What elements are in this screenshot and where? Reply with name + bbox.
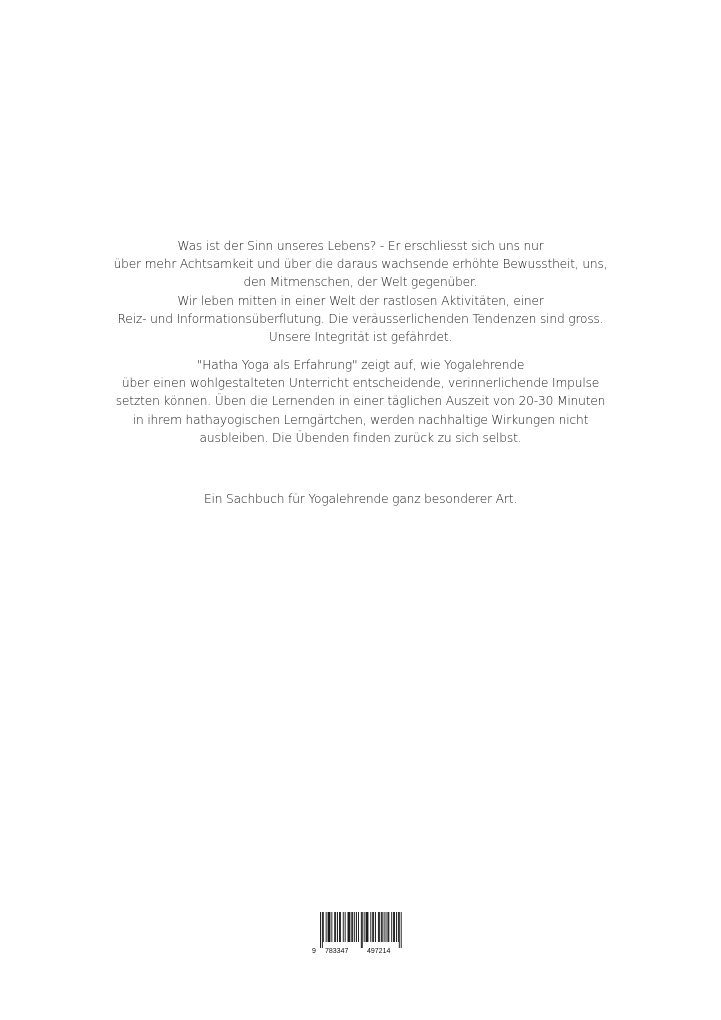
- tagline: [60, 490, 661, 508]
- tagline-text: Ein Sachbuch für Yogalehrende ganz besonderer Art.: [203, 492, 518, 506]
- blurb-line: Wir leben mitten in einer Welt der rastlosen Aktivitäten, einer: [177, 293, 544, 308]
- blurb-line: Reiz- und Informationsüberflutung. Die veräusserlichenden Tendenzen sind gross.: [117, 311, 604, 326]
- blurb-line: über mehr Achtsamkeit und über die daraus wachsende erhöhte Bewusstheit, uns,: [113, 257, 608, 272]
- blurb-line: "Hatha Yoga als Erfahrung" zeigt auf, wie Yogalehrende: [196, 358, 525, 372]
- blurb-line: setzten können. Üben die Lernenden in einer täglichen Auszeit von 20-30 Minuten: [115, 394, 606, 409]
- blurb-line: ausbleiben. Die Übenden finden zurück zu sich selbst.: [199, 430, 522, 445]
- blurb-paragraph-2: [60, 356, 661, 447]
- blurb-paragraph-1: [60, 237, 661, 346]
- barcode-left-group: 783347: [325, 948, 349, 955]
- blurb-line: über einen wohlgestalteten Unterricht entscheidende, verinnerlichende Impulse: [121, 376, 600, 391]
- barcode-right-group: 497214: [367, 948, 391, 955]
- blurb-line: den Mitmenschen, der Welt gegenüber.: [243, 275, 478, 290]
- barcode-first-digit: 9: [312, 948, 316, 955]
- isbn-barcode: [312, 912, 404, 958]
- barcode-bars-icon: [312, 912, 404, 948]
- barcode-digits: [312, 947, 404, 957]
- blurb-line: Was ist der Sinn unseres Lebens? - Er erschliesst sich uns nur: [177, 239, 544, 253]
- blurb-line: in ihrem hathayogischen Lerngärtchen, werden nachhaltige Wirkungen nicht: [132, 412, 589, 427]
- blurb-line: Unsere Integrität ist gefährdet.: [268, 330, 453, 345]
